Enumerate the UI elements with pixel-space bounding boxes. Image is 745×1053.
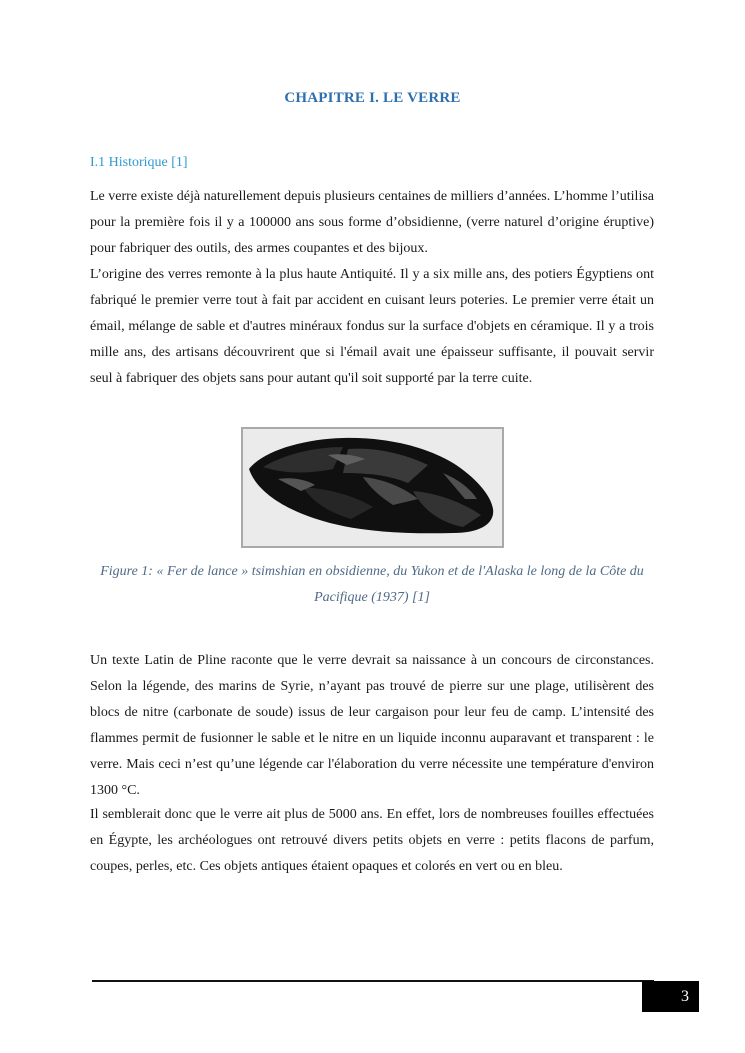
paragraph-egypt-finds: Il semblerait donc que le verre ait plus de 5000 ans. En effet, lors de nombreuses fouilles effectuées en Égypte, les archéologues ont retrouvé divers petits objets en verre : petits flacons de parfum, coupes, perles, etc. Ces objets antiques étaient opaques et colorés en vert ou en bleu. [90, 807, 654, 874]
paragraph-origin-antiquity: L’origine des verres remonte à la plus haute Antiquité. Il y a six mille ans, des potiers Égyptiens ont fabriqué le premier verre tout à fait par accident en cuisant leurs poteries. Le premier verre était un émail, mélange de sable et d'autres minéraux fondus sur la surface d'objets en céramique. Il y a trois mille ans, des artisans découvrirent que si l'émail avait une épaisseur suffisante, il pouvait servir seul à fabriquer des objets sans pour autant qu'il soit supporté par la terre cuite. [90, 267, 654, 386]
page-number: 3 [642, 981, 699, 1012]
chapter-title: CHAPITRE I. LE VERRE [284, 90, 461, 106]
figure-caption: Figure 1: « Fer de lance » tsimshian en obsidienne, du Yukon et de l'Alaska le long de la Côte du Pacifique (1937) [1] [100, 564, 644, 605]
section-heading: I.1 Historique [1] [90, 155, 188, 170]
footer-rule [92, 980, 654, 982]
paragraph-pline-legend: Un texte Latin de Pline raconte que le verre devrait sa naissance à un concours de circonstances. Selon la légende, des marins de Syrie, n’ayant pas trouvé de pierre sur une plage, utilisèrent des blocs de nitre (carbonate de soude) issus de leur cargaison pour leur feu de camp. L’intensité des flammes permit de fusionner le sable et le nitre en un liquide inconnu auparavant et transparent : le verre. Mais ceci n’est qu’une légende car l'élaboration du verre nécessite une température d'environ 1300 °C. [90, 653, 654, 798]
obsidian-spearhead-image [241, 427, 504, 548]
paragraph-natural-glass: Le verre existe déjà naturellement depuis plusieurs centaines de milliers d’années. L’homme l’utilisa pour la première fois il y a 100000 ans sous forme d’obsidienne, (verre naturel d’origine éruptive) pour fabriquer des outils, des armes coupantes et des bijoux. [90, 189, 654, 256]
